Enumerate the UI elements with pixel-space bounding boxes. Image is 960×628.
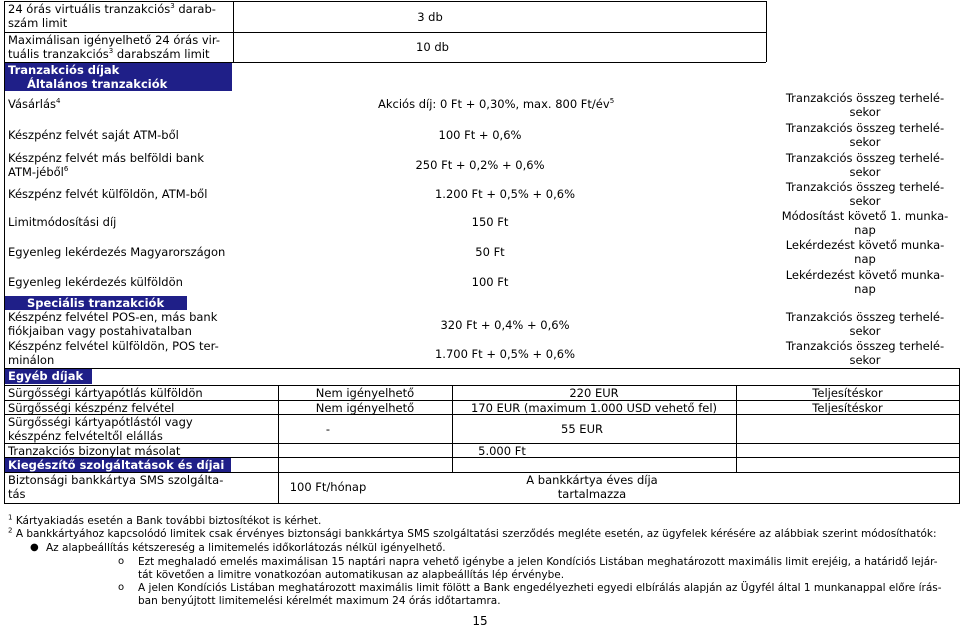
circle-bullet-icon: o — [118, 556, 125, 567]
rule — [4, 503, 960, 504]
row-label: Egyenleg lekérdezés Magyarországon — [8, 245, 226, 259]
row-label: Sürgősségi készpénz felvétel — [8, 401, 175, 415]
text: Készpénz felvétel POS-en, más bank — [8, 310, 218, 324]
band-other-fees: Egyéb díjak — [5, 369, 92, 384]
footnote-2 — [8, 528, 960, 541]
row-col3: 220 EUR — [569, 386, 619, 400]
text: Lekérdezést követő munka- — [785, 268, 945, 282]
text: 24 órás virtuális tranzakciós — [8, 2, 171, 16]
text: nap — [854, 223, 876, 237]
sub-bullet-text — [138, 556, 960, 582]
text: tuális tranzakciós — [8, 47, 109, 61]
footnote-1 — [8, 515, 321, 528]
band-transaction-fees: Tranzakciós díjak — [5, 63, 232, 77]
text: ATM-jéből — [8, 165, 64, 179]
text: nap — [854, 282, 876, 296]
footnote-ref: 4 — [56, 97, 61, 106]
row-timing — [770, 339, 960, 367]
text: Sürgősségi kártyapótlástól vagy — [8, 415, 193, 429]
row-label: Egyenleg lekérdezés külföldön — [8, 275, 183, 289]
text: ban benyújtott limitemelési kérelmét maximum 24 órás időtartamra. — [138, 595, 501, 607]
row-col2: Nem igényelhető — [315, 386, 415, 400]
row-fee: 1.700 Ft + 0,5% + 0,6% — [434, 347, 576, 361]
row-col4: Teljesítéskor — [812, 386, 883, 400]
text: Tranzakciós összeg terhelé- — [785, 310, 945, 324]
row-label: Készpénz felvét saját ATM-ből — [8, 128, 179, 142]
row-col3: 55 EUR — [561, 422, 603, 436]
footnote-number: 1 — [8, 513, 13, 522]
row-fee: 100 Ft + 0,6% — [438, 128, 522, 142]
text: sekor — [849, 135, 881, 149]
text: darab- — [178, 2, 216, 16]
text: készpénz felvételtől elállás — [8, 429, 163, 443]
row-fee: 320 Ft + 0,4% + 0,6% — [440, 318, 570, 332]
band-special-transactions: Speciális tranzakciók — [5, 296, 187, 310]
text: A bankkártyához kapcsolódó limitek csak érvényes biztonsági bankkártya SMS szolgáltatási szerződés megléte esetén, az ügyfelek kérésére az alábbiak szerint módosíthatók: — [15, 528, 937, 540]
text: Biztonsági bankkártya SMS szolgálta- — [8, 473, 224, 487]
text: sekor — [849, 324, 881, 338]
label-virtual-limit — [8, 2, 230, 30]
text: darabszám limit — [116, 47, 210, 61]
text: tartalmazza — [557, 487, 627, 501]
rule — [233, 1, 234, 62]
bullet-icon: ● — [30, 542, 39, 553]
row-timing — [770, 180, 960, 208]
row-label — [8, 151, 204, 179]
text: sekor — [849, 353, 881, 367]
row-col3 — [452, 473, 732, 501]
rule — [4, 368, 960, 369]
circle-bullet-icon: o — [118, 582, 125, 593]
row-timing — [770, 238, 960, 266]
text: Lekérdezést követő munka- — [785, 238, 945, 252]
rule — [766, 1, 767, 62]
row-label: Limitmódosítási díj — [8, 215, 117, 229]
page-number: 15 — [472, 614, 488, 628]
row-label — [8, 339, 219, 367]
row-label — [8, 97, 61, 111]
text: sekor — [849, 165, 881, 179]
text: Tranzakciós összeg terhelé- — [785, 180, 945, 194]
text: Módosítást követő 1. munka- — [781, 209, 949, 223]
text: Tranzakciós összeg terhelé- — [785, 91, 945, 105]
row-timing — [770, 121, 960, 149]
bullet-text: Az alapbeállítás kétszereség a limitemelés időkorlátozás nélkül igényelhető. — [46, 542, 446, 554]
value-virtual-limit: 3 db — [417, 10, 443, 24]
text: Akciós díj: 0 Ft + 0,30%, max. 800 Ft/év — [378, 97, 610, 111]
row-timing — [770, 151, 960, 179]
text: minálon — [8, 353, 55, 367]
footnote-number: 2 — [8, 526, 13, 535]
row-timing — [770, 91, 960, 119]
row-col3: 170 EUR (maximum 1.000 USD vehető fel) — [470, 401, 718, 415]
text: Készpénz felvét más belföldi bank — [8, 151, 204, 165]
label-max-virtual-limit — [8, 33, 233, 61]
text: Tranzakciós összeg terhelé- — [785, 121, 945, 135]
row-col3: 5.000 Ft — [478, 444, 526, 458]
row-col4: Teljesítéskor — [812, 401, 883, 415]
row-label — [8, 473, 223, 501]
text: nap — [854, 252, 876, 266]
text: Maximálisan igényelhető 24 órás vir- — [8, 33, 220, 47]
row-label — [8, 415, 193, 443]
row-col2: Nem igényelhető — [315, 401, 415, 415]
row-fee: 100 Ft — [471, 275, 509, 289]
text: Tranzakciós összeg terhelé- — [785, 339, 945, 353]
row-label: Sürgősségi kártyapótlás külföldön — [8, 386, 203, 400]
text: sekor — [849, 194, 881, 208]
text: Vásárlás — [8, 97, 57, 111]
rule — [233, 1, 766, 2]
row-fee: 250 Ft + 0,2% + 0,6% — [415, 158, 545, 172]
text: Tranzakciós összeg terhelé- — [785, 151, 945, 165]
text: Ezt meghaladó emelés maximálisan 15 naptári napra vehető igénybe a jelen Kondíciós Listában meghatározott maximális limit erejéig, a határidő lejár- — [138, 556, 938, 568]
row-fee — [378, 97, 614, 111]
footnote-ref: 3 — [108, 47, 114, 56]
row-label: Készpénz felvét külföldön, ATM-ből — [8, 187, 208, 201]
row-timing — [770, 268, 960, 296]
text: Kártyakiadás esetén a Bank további biztosítékot is kérhet. — [15, 515, 322, 527]
row-timing — [770, 310, 960, 338]
row-fee: 1.200 Ft + 0,5% + 0,6% — [434, 187, 576, 201]
row-col2: - — [325, 422, 331, 436]
text: A bankkártya éves díja — [526, 473, 658, 487]
row-fee: 50 Ft — [475, 245, 505, 259]
footnote-ref: 6 — [63, 165, 69, 174]
footnote-ref: 3 — [170, 2, 175, 11]
text: sekor — [849, 105, 881, 119]
sub-bullet-text — [138, 582, 960, 608]
text: szám limit — [8, 16, 68, 30]
text: tás — [8, 487, 26, 501]
band-general-transactions: Általános tranzakciók — [5, 77, 232, 91]
row-timing — [770, 209, 960, 237]
footnote-ref: 5 — [609, 97, 615, 106]
rule — [233, 32, 766, 33]
row-fee: 150 Ft — [471, 215, 509, 229]
band-extra-services: Kiegészítő szolgáltatások és díjai — [5, 458, 231, 472]
text: tát követően a limitre vonatkozóan automatikusan az alapbeállítás lép érvénybe. — [138, 569, 565, 581]
value-max-virtual-limit: 10 db — [416, 40, 449, 54]
text: A jelen Kondíciós Listában meghatározott maximális limit fölött a Bank engedélyezheti egyedi elbírálás alapján az Ügyfél által 1 munkanappal előre írás- — [138, 582, 942, 594]
row-label — [8, 310, 217, 338]
text: Készpénz felvétel külföldön, POS ter- — [8, 339, 219, 353]
row-col2: 100 Ft/hónap — [289, 480, 367, 494]
text: fiókjaiban vagy postahivatalban — [8, 324, 192, 338]
row-label: Tranzakciós bizonylat másolat — [8, 444, 181, 458]
